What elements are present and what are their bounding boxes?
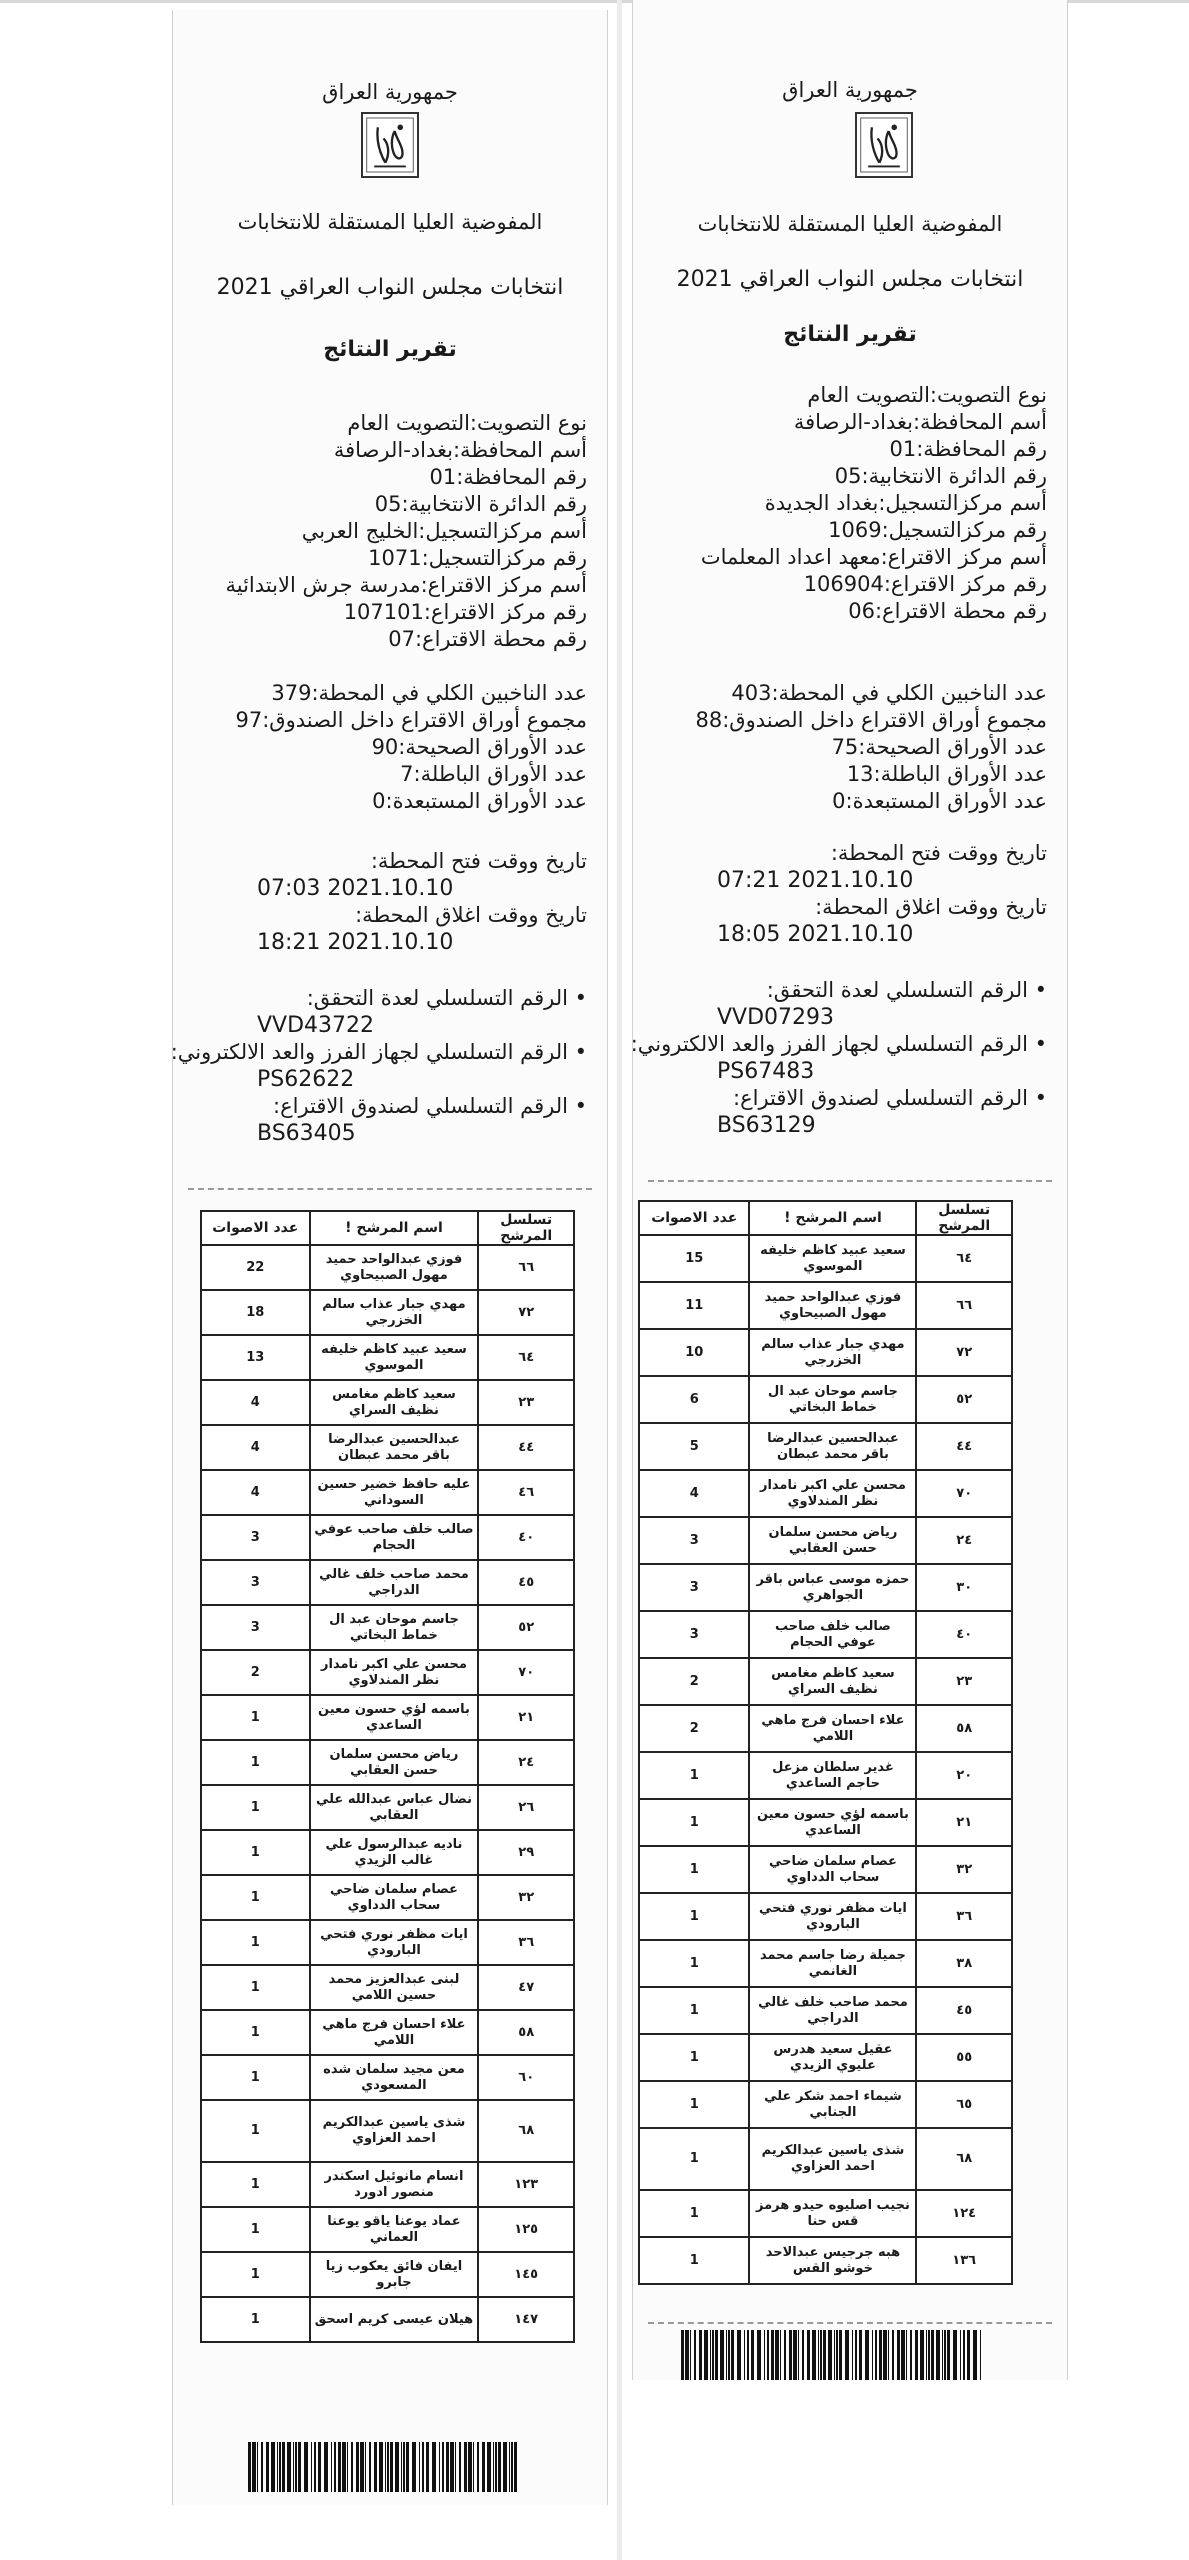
candidate-number-cell: ٦٤ [478,1335,574,1380]
serial-counting-device-label: • الرقم التسلسلي لجهاز الفرز والعد الالكتروني: [183,1039,587,1066]
candidate-number-cell: ٢٦ [478,1785,574,1830]
table-row [201,1290,574,1335]
table-row [201,2162,574,2207]
table-row [639,1940,1012,1987]
candidate-name-cell: سعيد عبيد كاظم خليفه الموسوي [749,1235,916,1282]
count-excluded-ballots: عدد الأوراق المستبعدة:0 [372,789,587,813]
ballot-counts-block [183,680,587,815]
candidate-name-cell: صالب خلف صاحب عوفي الحجام [749,1611,916,1658]
candidate-number-cell: ١٢٥ [478,2207,574,2252]
serials-block [170,985,587,1147]
count-invalid-ballots: عدد الأوراق الباطلة:7 [400,762,587,786]
candidate-name-cell: علاء احسان فرج ماهي اللامي [310,2010,479,2055]
count-total-voters: عدد الناخبين الكلي في المحطة:379 [271,681,587,705]
vote-count-cell: 1 [639,2237,749,2284]
vote-count-cell: 1 [201,1875,310,1920]
vote-count-cell: 1 [201,1965,310,2010]
vote-count-cell: 1 [201,2207,310,2252]
vote-count-cell: 1 [201,1740,310,1785]
serial-verification-label: • الرقم التسلسلي لعدة التحقق: [183,985,587,1012]
station-info-block [183,410,587,653]
table-row [639,2190,1012,2237]
vote-count-cell: 1 [201,2055,310,2100]
candidate-number-cell: ٧٠ [478,1650,574,1695]
table-row [639,2034,1012,2081]
candidate-number-cell: ١٤٧ [478,2297,574,2342]
candidate-number-cell: ٢٤ [916,1517,1012,1564]
candidate-name-cell: جميلة رضا جاسم محمد الغانمي [749,1940,916,1987]
candidate-name-cell: باسمه لؤي حسون معين الساعدي [749,1799,916,1846]
candidate-name-cell: ايات مظفر نوري فتحي البارودي [749,1893,916,1940]
info-governorate-name: أسم المحافظة:بغداد-الرصافة [793,410,1047,434]
vote-count-cell: 3 [201,1515,310,1560]
candidate-name-cell: ناديه عبدالرسول علي غالب الزيدي [310,1830,479,1875]
vote-count-cell: 1 [201,1830,310,1875]
candidate-number-cell: ٥٢ [478,1605,574,1650]
candidate-number-cell: ١٤٥ [478,2252,574,2297]
serial-verification-value: VVD43722 [257,1013,375,1038]
table-row [201,2207,574,2252]
info-polling-center-number: رقم مركز الاقتراع:107101 [343,600,587,624]
candidate-number-cell: ٤٥ [478,1560,574,1605]
candidate-name-cell: فوزي عبدالواحد حميد مهول الصبيحاوي [749,1282,916,1329]
table-row [639,1235,1012,1282]
candidate-number-cell: ٧٢ [916,1329,1012,1376]
candidate-number-cell: ٤٠ [478,1515,574,1560]
vote-count-cell: 1 [201,2162,310,2207]
close-time-value: 2021.10.10 18:21 [257,930,454,955]
candidate-name-cell: هبه جرجيس عبدالاحد خوشو القس [749,2237,916,2284]
candidate-number-cell: ٣٠ [916,1564,1012,1611]
table-row [639,2237,1012,2284]
table-row [201,1335,574,1380]
candidate-name-cell: جاسم موحان عبد ال خماط البخاتي [310,1605,479,1650]
serials-block [630,977,1047,1139]
vote-count-cell: 1 [639,1987,749,2034]
info-registration-center-name: أسم مركزالتسجيل:الخليج العربي [301,519,587,543]
table-row [201,1245,574,1290]
results-table [638,1200,1013,2285]
table-row [639,1376,1012,1423]
serial-ballot-box-label: • الرقم التسلسلي لصندوق الاقتراع: [183,1093,587,1120]
candidate-number-cell: ٥٨ [478,2010,574,2055]
serial-verification-label: • الرقم التسلسلي لعدة التحقق: [643,977,1047,1004]
info-governorate-number: رقم المحافظة:01 [429,465,587,489]
candidate-name-cell: عبدالحسين عبدالرضا باقر محمد عبطان [749,1423,916,1470]
table-row [639,1329,1012,1376]
candidate-number-cell: ٢٤ [478,1740,574,1785]
serial-counting-device-label: • الرقم التسلسلي لجهاز الفرز والعد الالكتروني: [643,1031,1047,1058]
header-candidate-name: اسم المرشح ! [310,1211,479,1245]
vote-count-cell: 2 [639,1705,749,1752]
receipt-right [632,0,1068,2380]
table-row [201,1830,574,1875]
vote-count-cell: 2 [201,1650,310,1695]
commission-logo-icon [361,112,419,178]
election-heading: انتخابات مجلس النواب العراقي 2021 [676,267,1024,292]
results-table [200,1210,575,2343]
candidate-name-cell: سعيد عبيد كاظم خليفه الموسوي [310,1335,479,1380]
table-row [639,1987,1012,2034]
candidate-number-cell: ٤٥ [916,1987,1012,2034]
station-times-block [183,848,587,956]
candidate-number-cell: ٣٢ [916,1846,1012,1893]
candidate-number-cell: ٦٦ [916,1282,1012,1329]
candidate-number-cell: ٣٦ [916,1893,1012,1940]
candidate-name-cell: نضال عباس عبدالله علي العقابي [310,1785,479,1830]
candidate-name-cell: معن مجيد سلمان شده المسعودي [310,2055,479,2100]
candidate-number-cell: ٣٨ [916,1940,1012,1987]
candidate-number-cell: ١٢٤ [916,2190,1012,2237]
candidate-number-cell: ٣٢ [478,1875,574,1920]
table-row [201,2100,574,2162]
table-row [201,1560,574,1605]
candidate-name-cell: شذى ياسين عبدالكريم احمد العزاوي [749,2128,916,2190]
table-row [639,1752,1012,1799]
candidate-number-cell: ٦٤ [916,1235,1012,1282]
vote-count-cell: 22 [201,1245,310,1290]
vote-count-cell: 1 [201,2252,310,2297]
vote-count-cell: 1 [639,1799,749,1846]
vote-count-cell: 1 [639,1940,749,1987]
report-title: تقرير النتائج [783,322,917,347]
vote-count-cell: 3 [201,1605,310,1650]
info-polling-station-number: رقم محطة الاقتراع:07 [388,627,587,651]
open-time-value: 2021.10.10 07:03 [257,876,454,901]
table-row [201,1785,574,1830]
candidate-name-cell: عقيل سعيد هدرس عليوي الزيدي [749,2034,916,2081]
count-ballots-in-box: مجموع أوراق الاقتراع داخل الصندوق:88 [695,708,1047,732]
table-row [639,1517,1012,1564]
table-row [201,1605,574,1650]
info-district-number: رقم الدائرة الانتخابية:05 [374,492,587,516]
candidate-number-cell: ٤٠ [916,1611,1012,1658]
candidate-name-cell: عليه حافظ خضير حسين السوداني [310,1470,479,1515]
info-registration-center-name: أسم مركزالتسجيل:بغداد الجديدة [764,491,1047,515]
candidate-name-cell: عصام سلمان ضاحي سحاب الدداوي [310,1875,479,1920]
candidate-number-cell: ٢٠ [916,1752,1012,1799]
candidate-number-cell: ٢٣ [916,1658,1012,1705]
candidate-number-cell: ٢٣ [478,1380,574,1425]
candidate-number-cell: ٦٨ [478,2100,574,2162]
vote-count-cell: 4 [201,1425,310,1470]
republic-heading: جمهورية العراق [322,80,458,104]
candidate-name-cell: فوزي عبدالواحد حميد مهول الصبيحاوي [310,1245,479,1290]
ballot-counts-block [643,680,1047,815]
section-divider [648,2322,1052,2324]
candidate-name-cell: رياض محسن سلمان حسن العقابي [749,1517,916,1564]
candidate-name-cell: محمد صاحب خلف غالي الدراجي [310,1560,479,1605]
header-candidate-number: تسلسل المرشح [478,1211,574,1245]
candidate-number-cell: ٣٦ [478,1920,574,1965]
candidate-name-cell: عماد يوعنا ياقو يوعنا العماني [310,2207,479,2252]
republic-heading: جمهورية العراق [782,78,918,102]
vote-count-cell: 1 [201,1785,310,1830]
table-row [201,2010,574,2055]
table-row [201,2055,574,2100]
report-title: تقرير النتائج [323,337,457,362]
table-row [201,1740,574,1785]
serial-verification-value: VVD07293 [717,1005,835,1030]
table-row [201,1380,574,1425]
table-row [639,1282,1012,1329]
vote-count-cell: 1 [201,2297,310,2342]
candidate-name-cell: ايفان فائق يعكوب زيا جابرو [310,2252,479,2297]
barcode [248,2442,518,2492]
table-row [201,1875,574,1920]
header-vote-count: عدد الاصوات [201,1211,310,1245]
vote-count-cell: 11 [639,1282,749,1329]
open-time-label: تاريخ ووقت فتح المحطة: [370,849,587,873]
candidate-name-cell: جاسم موحان عبد ال خماط البخاتي [749,1376,916,1423]
barcode [681,2330,981,2380]
count-valid-ballots: عدد الأوراق الصحيحة:75 [831,735,1047,759]
candidate-name-cell: مهدي جبار عذاب سالم الخزرجي [310,1290,479,1335]
section-divider [188,1188,592,1190]
candidate-number-cell: ١٢٣ [478,2162,574,2207]
election-heading: انتخابات مجلس النواب العراقي 2021 [216,275,564,300]
station-info-block [643,382,1047,625]
scan-edge-divider [617,0,622,2560]
vote-count-cell: 15 [639,1235,749,1282]
count-ballots-in-box: مجموع أوراق الاقتراع داخل الصندوق:97 [235,708,587,732]
candidate-name-cell: نجيب اصليوه حيدو هرمز قس حنا [749,2190,916,2237]
info-registration-center-number: رقم مركزالتسجيل:1071 [368,546,587,570]
vote-count-cell: 1 [639,2128,749,2190]
vote-count-cell: 1 [201,1920,310,1965]
candidate-number-cell: ٧٠ [916,1470,1012,1517]
info-polling-center-name: أسم مركز الاقتراع:معهد اعداد المعلمات [700,545,1047,569]
table-row [201,1470,574,1515]
vote-count-cell: 3 [201,1560,310,1605]
serial-ballot-box-value: BS63405 [257,1121,356,1146]
receipt-left [172,10,608,2505]
serial-ballot-box-value: BS63129 [717,1113,816,1138]
candidate-name-cell: عبدالحسين عبدالرضا باقر محمد عبطان [310,1425,479,1470]
candidate-number-cell: ٥٥ [916,2034,1012,2081]
candidate-name-cell: صالب خلف صاحب عوفي الحجام [310,1515,479,1560]
candidate-name-cell: محسن علي اكبر نامدار نظر المندلاوي [749,1470,916,1517]
candidate-number-cell: ٢١ [916,1799,1012,1846]
table-row [639,1658,1012,1705]
candidate-number-cell: ٤٦ [478,1470,574,1515]
station-times-block [643,840,1047,948]
candidate-name-cell: عصام سلمان ضاحي سحاب الدداوي [749,1846,916,1893]
vote-count-cell: 5 [639,1423,749,1470]
header-vote-count: عدد الاصوات [639,1201,749,1235]
info-voting-type: نوع التصويت:التصويت العام [807,383,1047,407]
vote-count-cell: 1 [639,2081,749,2128]
count-valid-ballots: عدد الأوراق الصحيحة:90 [371,735,587,759]
candidate-number-cell: ٤٤ [916,1423,1012,1470]
candidate-name-cell: حمزه موسى عباس باقر الجواهري [749,1564,916,1611]
table-row [639,1799,1012,1846]
candidate-name-cell: سعيد كاظم مغامس نظيف السراي [310,1380,479,1425]
candidate-number-cell: ٦٨ [916,2128,1012,2190]
table-row [201,1650,574,1695]
table-row [639,1611,1012,1658]
table-row [639,1470,1012,1517]
candidate-number-cell: ٥٨ [916,1705,1012,1752]
table-row [639,1564,1012,1611]
candidate-number-cell: ٦٠ [478,2055,574,2100]
header-candidate-number: تسلسل المرشح [916,1201,1012,1235]
info-polling-center-name: أسم مركز الاقتراع:مدرسة جرش الابتدائية [225,573,587,597]
info-governorate-number: رقم المحافظة:01 [889,437,1047,461]
commission-logo-icon [855,112,913,178]
table-row [201,1515,574,1560]
candidate-name-cell: محمد صاحب خلف غالي الدراجي [749,1987,916,2034]
table-row [639,1705,1012,1752]
count-total-voters: عدد الناخبين الكلي في المحطة:403 [731,681,1047,705]
candidate-number-cell: ٢١ [478,1695,574,1740]
candidate-number-cell: ٧٢ [478,1290,574,1335]
info-district-number: رقم الدائرة الانتخابية:05 [834,464,1047,488]
table-row [639,1846,1012,1893]
commission-heading: المفوضية العليا المستقلة للانتخابات [237,210,543,234]
candidate-number-cell: ٢٩ [478,1830,574,1875]
vote-count-cell: 1 [639,1846,749,1893]
count-excluded-ballots: عدد الأوراق المستبعدة:0 [832,789,1047,813]
vote-count-cell: 18 [201,1290,310,1335]
candidate-name-cell: سعيد كاظم مغامس نظيف السراي [749,1658,916,1705]
info-voting-type: نوع التصويت:التصويت العام [347,411,587,435]
candidate-number-cell: ١٣٦ [916,2237,1012,2284]
vote-count-cell: 2 [639,1658,749,1705]
section-divider [648,1180,1052,1182]
vote-count-cell: 1 [639,2034,749,2081]
commission-heading: المفوضية العليا المستقلة للانتخابات [697,212,1003,236]
candidate-name-cell: علاء احسان فرج ماهي اللامي [749,1705,916,1752]
table-row [201,1425,574,1470]
serial-counting-device-value: PS62622 [257,1067,355,1092]
vote-count-cell: 6 [639,1376,749,1423]
close-time-value: 2021.10.10 18:05 [717,922,914,947]
table-row [201,1965,574,2010]
candidate-name-cell: مهدي جبار عذاب سالم الخزرجي [749,1329,916,1376]
candidate-name-cell: شيماء احمد شكر علي الجنابي [749,2081,916,2128]
vote-count-cell: 1 [201,2100,310,2162]
serial-ballot-box-label: • الرقم التسلسلي لصندوق الاقتراع: [643,1085,1047,1112]
info-polling-station-number: رقم محطة الاقتراع:06 [848,599,1047,623]
vote-count-cell: 3 [639,1517,749,1564]
candidate-number-cell: ٥٢ [916,1376,1012,1423]
vote-count-cell: 1 [639,1893,749,1940]
vote-count-cell: 10 [639,1329,749,1376]
table-row [639,1893,1012,1940]
table-row [639,2081,1012,2128]
vote-count-cell: 1 [639,2190,749,2237]
candidate-name-cell: رياض محسن سلمان حسن العقابي [310,1740,479,1785]
candidate-name-cell: ايات مظفر نوري فتحي البارودي [310,1920,479,1965]
info-governorate-name: أسم المحافظة:بغداد-الرصافة [333,438,587,462]
info-polling-center-number: رقم مركز الاقتراع:106904 [803,572,1047,596]
candidate-number-cell: ٦٥ [916,2081,1012,2128]
vote-count-cell: 1 [201,2010,310,2055]
vote-count-cell: 4 [639,1470,749,1517]
candidate-number-cell: ٤٧ [478,1965,574,2010]
vote-count-cell: 4 [201,1380,310,1425]
serial-counting-device-value: PS67483 [717,1059,815,1084]
close-time-label: تاريخ ووقت اغلاق المحطة: [355,903,587,927]
candidate-name-cell: لبنى عبدالعزيز محمد حسين اللامي [310,1965,479,2010]
candidate-number-cell: ٦٦ [478,1245,574,1290]
table-row [639,2128,1012,2190]
table-row [201,2297,574,2342]
vote-count-cell: 1 [201,1695,310,1740]
table-row [639,1423,1012,1470]
table-row [201,1920,574,1965]
vote-count-cell: 4 [201,1470,310,1515]
candidate-name-cell: غدير سلطان مزعل حاجم الساعدي [749,1752,916,1799]
vote-count-cell: 3 [639,1564,749,1611]
vote-count-cell: 13 [201,1335,310,1380]
candidate-name-cell: محسن علي اكبر نامدار نظر المندلاوي [310,1650,479,1695]
candidate-name-cell: باسمه لؤي حسون معين الساعدي [310,1695,479,1740]
vote-count-cell: 3 [639,1611,749,1658]
table-row [201,2252,574,2297]
candidate-name-cell: هيلان عيسى كريم اسحق [310,2297,479,2342]
candidate-name-cell: شذى ياسين عبدالكريم احمد العزاوي [310,2100,479,2162]
candidate-name-cell: انسام مانوئيل اسكندر منصور ادورد [310,2162,479,2207]
open-time-value: 2021.10.10 07:21 [717,868,914,893]
table-row [201,1695,574,1740]
candidate-number-cell: ٤٤ [478,1425,574,1470]
header-candidate-name: اسم المرشح ! [749,1201,916,1235]
count-invalid-ballots: عدد الأوراق الباطلة:13 [846,762,1047,786]
close-time-label: تاريخ ووقت اغلاق المحطة: [815,895,1047,919]
vote-count-cell: 1 [639,1752,749,1799]
info-registration-center-number: رقم مركزالتسجيل:1069 [828,518,1047,542]
open-time-label: تاريخ ووقت فتح المحطة: [830,841,1047,865]
